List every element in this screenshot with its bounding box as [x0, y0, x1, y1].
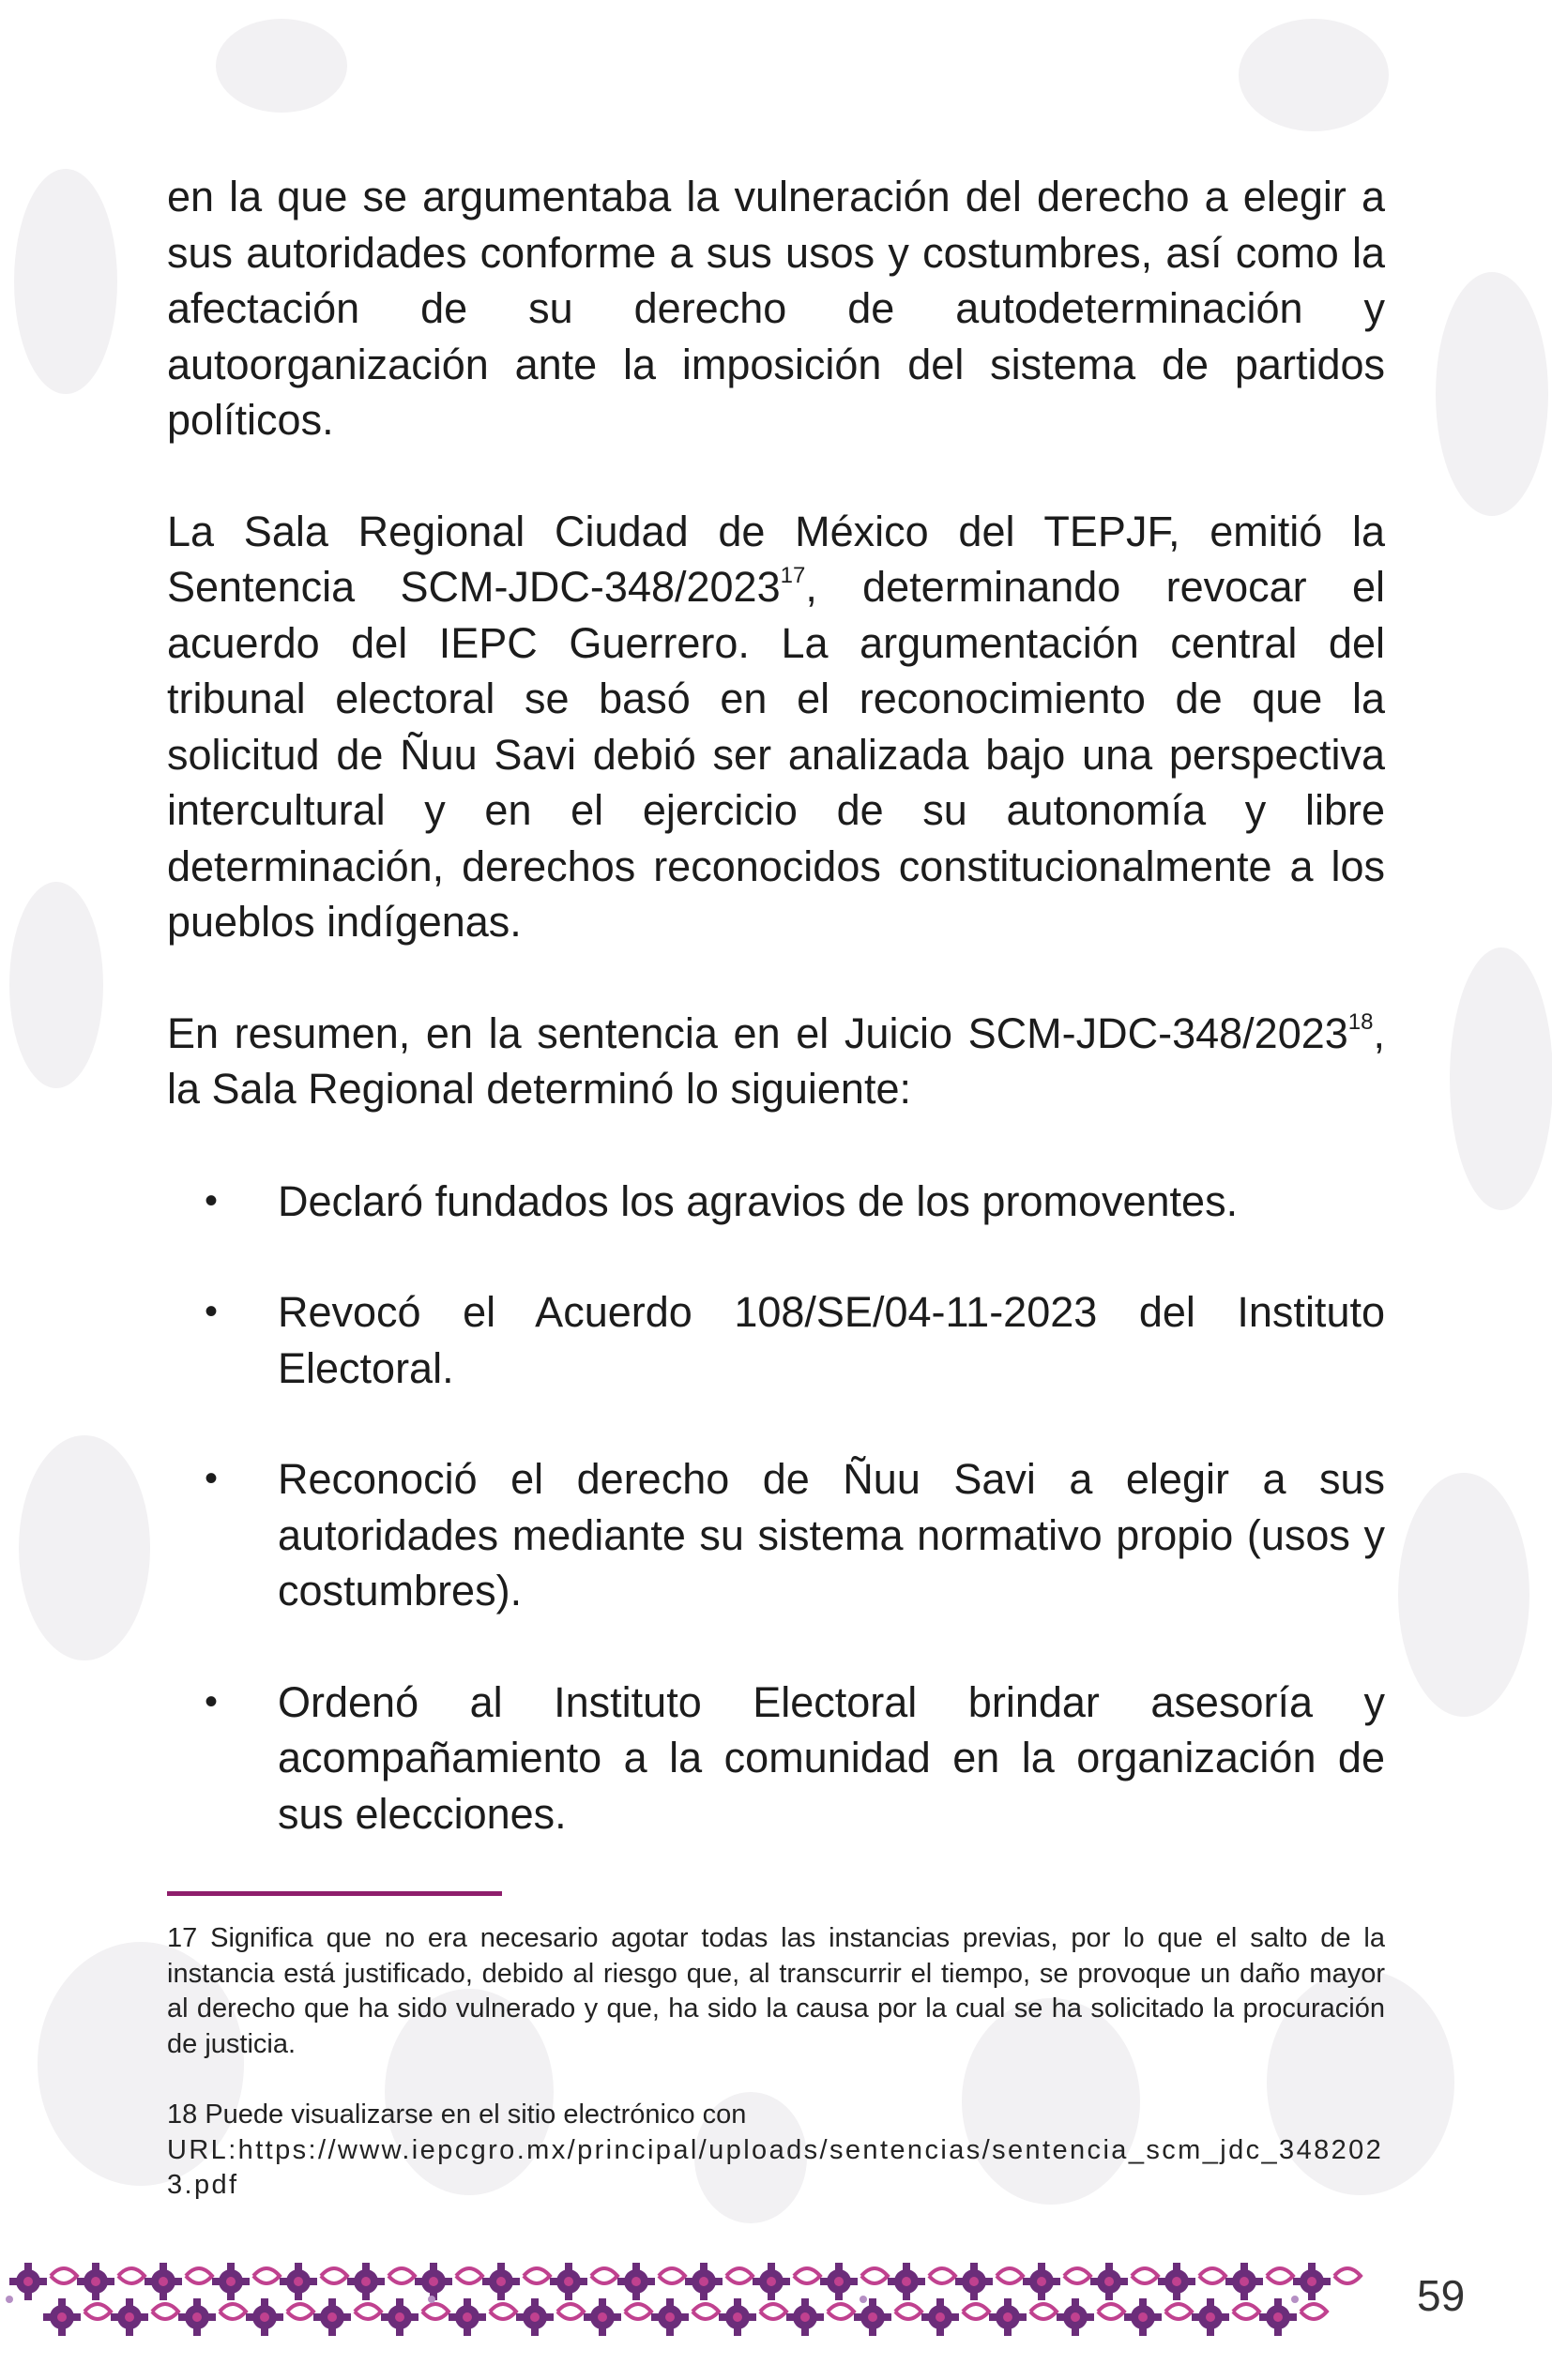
bullet-text: Reconoció el derecho de Ñuu Savi a elegir a sus autoridades mediante su sistema normativo propio (usos y costumbres). [278, 1455, 1385, 1614]
bullet-icon: • [205, 1680, 219, 1722]
bullet-icon: • [205, 1291, 219, 1332]
footnote-17: 17 Significa que no era necesario agotar todas las instancias previas, por lo que el salto de la instancia está justificado, debido al riesgo que, al transcurrir el tiempo, se provoque un daño mayor al derecho que ha sido vulnerado y que, ha sido la causa por la cual se ha solicitado la procuración de justicia. [167, 1923, 1385, 2059]
paragraph-resumen [167, 1006, 1385, 1117]
footnote-ref-17[interactable]: 17 [780, 563, 806, 588]
bullet-item [167, 1174, 1385, 1230]
footnote-18-text: 18 Puede visualizarse en el sitio electrónico con [167, 2100, 747, 2130]
paragraph-sentencia-rest: , determinando revocar el acuerdo del IEPC Guerrero. La argumentación central del tribunal electoral se basó en el reconocimiento de que la solicitud de Ñuu Savi debió ser analizada bajo una perspectiva intercultural y en el ejercicio de su autonomía y libre determinación, derechos reconocidos constitucionalmente a los pueblos indígenas. [167, 563, 1385, 946]
bullet-text: Ordenó al Instituto Electoral brindar asesoría y acompañamiento a la comunidad en la organización de sus elecciones. [278, 1677, 1385, 1838]
bullet-icon: • [205, 1179, 219, 1221]
paragraph-resumen-start: En resumen, en la sentencia en el Juicio SCM-JDC-348/2023 [167, 1008, 1348, 1057]
embroidered-flower-border-icon [0, 2255, 1379, 2340]
footnote-18-url-link[interactable]: URL:https://www.iepcgro.mx/principal/uploads/sentencias/sentencia_scm_jdc_3482023.pdf [167, 2134, 1384, 2200]
paragraph-resumen-rest: , la Sala Regional determinó lo siguiente: [167, 1008, 1385, 1113]
paragraph-sentencia [167, 504, 1385, 950]
bullet-icon: • [205, 1458, 219, 1499]
bullet-item [167, 1451, 1385, 1619]
bullet-text: Revocó el Acuerdo 108/SE/04-11-2023 del Instituto Electoral. [278, 1288, 1385, 1392]
footnote-separator [167, 1891, 502, 1896]
paragraph-intro: en la que se argumentaba la vulneración del derecho a elegir a sus autoridades conforme a sus usos y costumbres, así como la afectación de su derecho de autodeterminación y autoorganización ante la imposición del sistema de partidos políticos. [167, 173, 1385, 444]
footnote-18 [167, 2098, 1385, 2204]
bullet-item [167, 1284, 1385, 1396]
ruling-bullet-list [167, 1174, 1385, 1842]
bullet-item [167, 1675, 1385, 1842]
footnotes [167, 1921, 1385, 2204]
bullet-text: Declaró fundados los agravios de los promoventes. [278, 1176, 1239, 1225]
footnote-ref-18[interactable]: 18 [1347, 1008, 1374, 1035]
page-number: 59 [1417, 2271, 1466, 2320]
main-content [167, 169, 1385, 1842]
paragraph-sentencia-start: La Sala Regional Ciudad de México del TEPJF, emitió la Sentencia SCM-JDC-348/2023 [167, 507, 1385, 611]
